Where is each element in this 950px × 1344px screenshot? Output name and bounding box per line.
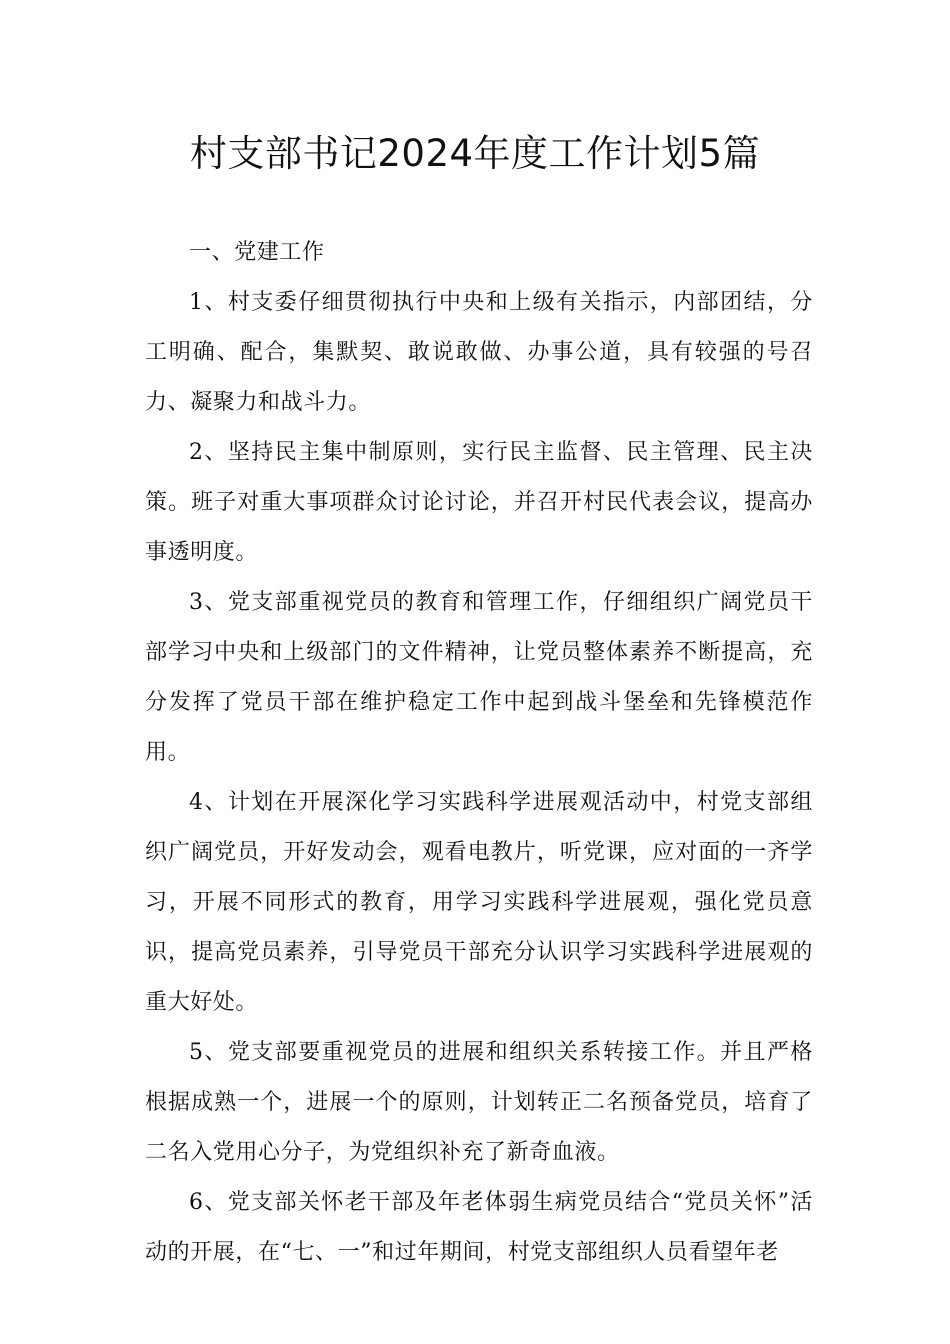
document-body [145,228,813,1278]
paragraph-1: 1、村支委仔细贯彻执行中央和上级有关指示，内部团结，分工明确、配合，集默契、敢说敢做、办事公道，具有较强的号召力、凝聚力和战斗力。 [145,290,813,415]
paragraph-section-heading: 一、党建工作 [189,240,325,265]
paragraph-4: 4、计划在开展深化学习实践科学进展观活动中，村党支部组织广阔党员，开好发动会，观看电教片，听党课，应对面的一齐学习，开展不同形式的教育，用学习实践科学进展观，强化党员意识，提高党员素养，引导党员干部充分认识学习实践科学进展观的重大好处。 [145,790,813,1015]
paragraph-5: 5、党支部要重视党员的进展和组织关系转接工作。并且严格根据成熟一个，进展一个的原则，计划转正二名预备党员，培育了二名入党用心分子，为党组织补充了新奇血液。 [145,1040,813,1165]
paragraph-6: 6、党支部关怀老干部及年老体弱生病党员结合“党员关怀”活动的开展，在“七、一”和过年期间，村党支部组织人员看望年老 [145,1190,813,1265]
paragraph-2: 2、坚持民主集中制原则，实行民主监督、民主管理、民主决策。班子对重大事项群众讨论讨论，并召开村民代表会议，提高办事透明度。 [145,440,813,565]
paragraph-3: 3、党支部重视党员的教育和管理工作，仔细组织广阔党员干部学习中央和上级部门的文件精神，让党员整体素养不断提高，充分发挥了党员干部在维护稳定工作中起到战斗堡垒和先锋模范作用。 [145,590,813,765]
document-title: 村支部书记2024年度工作计划5篇 [189,132,761,175]
